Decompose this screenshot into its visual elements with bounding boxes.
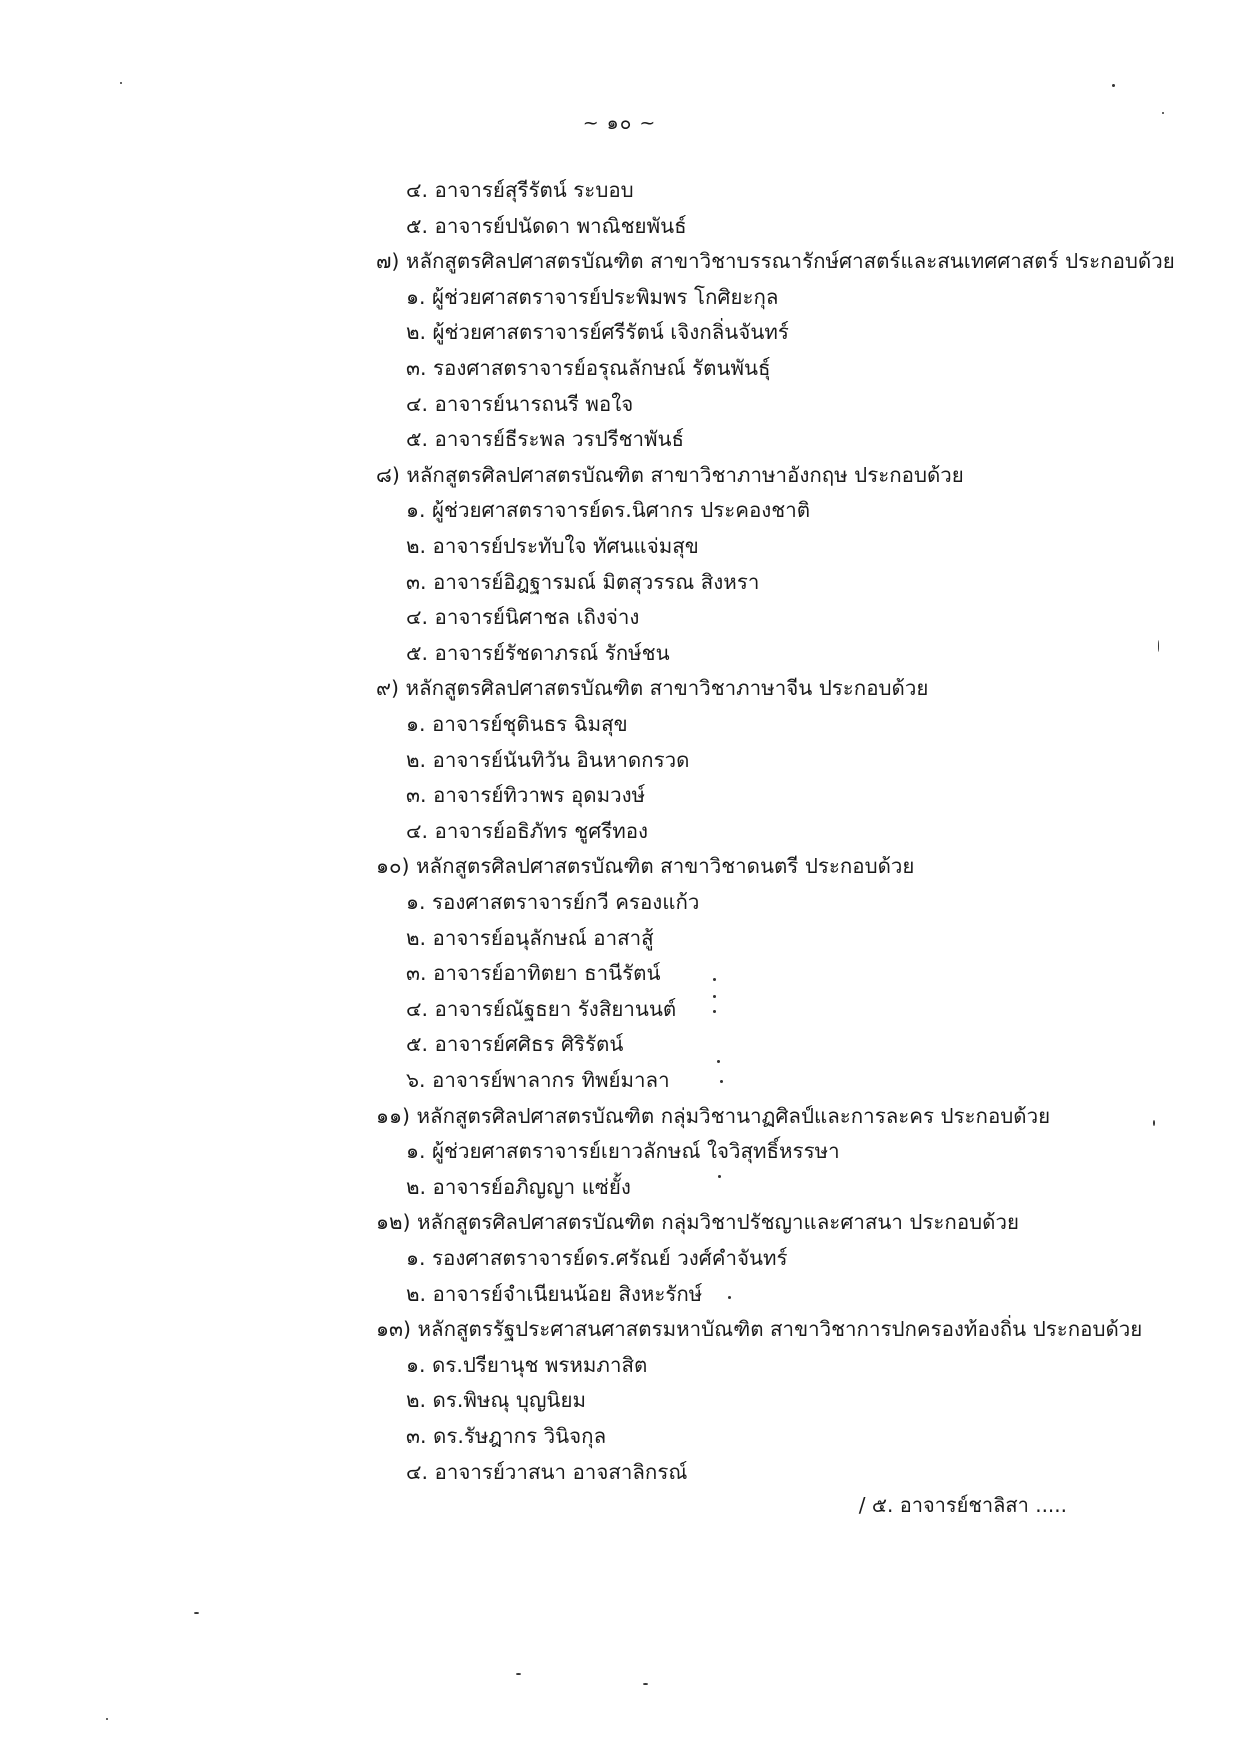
member-item: ๓. อาจารย์อิฎฐารมณ์ มิตสุวรรณ สิงหรา bbox=[406, 569, 760, 594]
page-number: ~ ๑๐ ~ bbox=[582, 112, 657, 134]
scan-speck bbox=[713, 978, 716, 981]
scan-speck bbox=[1162, 112, 1164, 114]
member-item: ๔. อาจารย์สุรีรัตน์ ระบอบ bbox=[406, 178, 634, 202]
member-item: ๔. อาจารย์อธิภัทร ชูศรีทอง bbox=[406, 818, 649, 843]
member-item: ๒. อาจารย์ประทับใจ ทัศนแจ่มสุข bbox=[406, 534, 699, 558]
scan-speck bbox=[120, 82, 122, 84]
scan-speck bbox=[713, 995, 716, 998]
continuation-note: / ๕. อาจารย์ชาลิสา ..... bbox=[858, 1493, 1067, 1517]
scan-speck bbox=[718, 1175, 721, 1178]
member-item: ๒. อาจารย์อภิญญา แซ่ยั้ง bbox=[406, 1174, 631, 1199]
member-item: ๓. รองศาสตราจารย์อรุณลักษณ์ รัตนพันธุ์ bbox=[406, 356, 771, 380]
member-item: ๑. ดร.ปรียานุช พรหมภาสิต bbox=[406, 1352, 648, 1377]
section-heading: ๑๒) หลักสูตรศิลปศาสตรบัณฑิต กลุ่มวิชาปรัชญาและศาสนา ประกอบด้วย bbox=[376, 1210, 1019, 1235]
section-heading: ๑๓) หลักสูตรรัฐประศาสนศาสตรมหาบัณฑิต สาขาวิชาการปกครองท้องถิ่น ประกอบด้วย bbox=[376, 1317, 1143, 1342]
member-item: ๕. อาจารย์ปนัดดา พาณิชยพันธ์ bbox=[406, 213, 687, 238]
member-item: ๑. ผู้ช่วยศาสตราจารย์ประพิมพร โกศิยะกุล bbox=[406, 284, 779, 309]
scan-speck bbox=[728, 1296, 731, 1299]
scan-speck bbox=[516, 1673, 521, 1675]
scan-speck bbox=[717, 1060, 720, 1063]
scan-speck bbox=[713, 1010, 716, 1013]
member-item: ๖. อาจารย์พาลากร ทิพย์มาลา bbox=[406, 1068, 670, 1092]
member-item: ๒. อาจารย์จำเนียนน้อย สิงหะรักษ์ bbox=[406, 1281, 703, 1306]
scan-speck bbox=[720, 1080, 723, 1083]
scan-speck bbox=[1153, 1120, 1155, 1126]
member-item: ๕. อาจารย์ธีระพล วรปรีชาพันธ์ bbox=[406, 427, 685, 452]
member-item: ๒. ผู้ช่วยศาสตราจารย์ศรีรัตน์ เจิงกลิ่นจันทร์ bbox=[406, 320, 789, 345]
member-item: ๑. รองศาสตราจารย์ดร.ศรัณย์ วงศ์คำจันทร์ bbox=[406, 1246, 788, 1270]
section-heading: ๑๐) หลักสูตรศิลปศาสตรบัณฑิต สาขาวิชาดนตรี ประกอบด้วย bbox=[376, 854, 915, 879]
member-item: ๕. อาจารย์ศศิธร ศิริรัตน์ bbox=[406, 1032, 624, 1057]
section-heading: ๗) หลักสูตรศิลปศาสตรบัณฑิต สาขาวิชาบรรณารักษ์ศาสตร์และสนเทศศาสตร์ ประกอบด้วย bbox=[376, 249, 1175, 274]
section-heading: ๑๑) หลักสูตรศิลปศาสตรบัณฑิต กลุ่มวิชานาฏศิลป์และการละคร ประกอบด้วย bbox=[376, 1103, 1051, 1128]
scan-speck bbox=[106, 1718, 108, 1720]
member-item: ๔. อาจารย์นารถนรี พอใจ bbox=[406, 391, 634, 416]
member-item: ๕. อาจารย์รัชดาภรณ์ รักษ์ชน bbox=[406, 640, 670, 665]
scan-speck bbox=[1112, 84, 1115, 87]
member-item: ๑. ผู้ช่วยศาสตราจารย์เยาวลักษณ์ ใจวิสุทธิ์หรรษา bbox=[406, 1139, 840, 1164]
member-item: ๑. อาจารย์ชุตินธร ฉิมสุข bbox=[406, 712, 628, 736]
member-item: ๑. ผู้ช่วยศาสตราจารย์ดร.นิศากร ประคองชาติ bbox=[406, 498, 811, 523]
member-item: ๓. อาจารย์อาทิตยา ธานีรัตน์ bbox=[406, 961, 661, 986]
member-item: ๓. ดร.รัษฎากร วินิจกุล bbox=[406, 1424, 607, 1448]
member-item: ๔. อาจารย์วาสนา อาจสาลิกรณ์ bbox=[406, 1459, 688, 1484]
scan-speck bbox=[194, 1612, 199, 1614]
section-heading: ๘) หลักสูตรศิลปศาสตรบัณฑิต สาขาวิชาภาษาอังกฤษ ประกอบด้วย bbox=[376, 462, 964, 487]
member-item: ๒. อาจารย์อนุลักษณ์ อาสาสู้ bbox=[406, 925, 654, 950]
section-heading: ๙) หลักสูตรศิลปศาสตรบัณฑิต สาขาวิชาภาษาจีน ประกอบด้วย bbox=[376, 676, 929, 701]
member-item: ๒. ดร.พิษณุ บุญนิยม bbox=[406, 1388, 586, 1413]
member-item: ๒. อาจารย์นันทิวัน อินหาดกรวด bbox=[406, 747, 690, 772]
member-item: ๔. อาจารย์นิศาชล เถิงจ่าง bbox=[406, 605, 640, 630]
scan-speck bbox=[1158, 640, 1159, 652]
member-item: ๔. อาจารย์ณัฐธยา รังสิยานนต์ bbox=[406, 996, 677, 1021]
scan-speck bbox=[643, 1683, 648, 1685]
member-item: ๓. อาจารย์ทิวาพร อุดมวงษ์ bbox=[406, 783, 646, 808]
member-item: ๑. รองศาสตราจารย์กวี ครองแก้ว bbox=[406, 890, 700, 914]
